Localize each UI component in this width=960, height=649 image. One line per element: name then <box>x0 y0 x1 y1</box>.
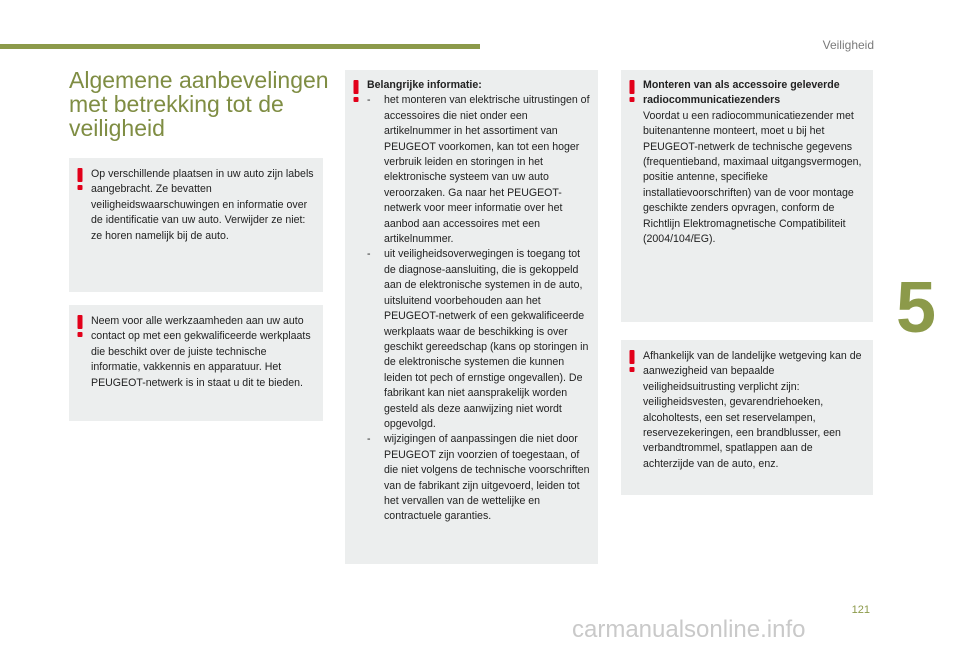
important-info-list <box>367 93 590 524</box>
header-accent-bar <box>0 44 480 49</box>
warning-icon <box>76 168 84 190</box>
safety-equipment-box <box>621 340 873 495</box>
warning-icon <box>76 315 84 337</box>
title-line-2: met betrekking tot de <box>69 91 284 117</box>
warning-icon <box>628 80 636 102</box>
list-item: - wijzigingen of aanpassingen die niet door PEUGEOT zijn voorzien of toegestaan, of die niet volgens de technische voorschriften van de fabrikant zijn uitgevoerd, leiden tot het vervallen van de wettelijke en contractuele garanties. <box>367 432 590 524</box>
important-info-box <box>345 70 598 564</box>
section-label: Veiligheid <box>822 38 874 52</box>
watermark-text: carmanualsonline.info <box>572 616 806 643</box>
page-title <box>69 68 329 140</box>
radio-transmitter-heading: Monteren van als accessoire geleverde radiocommunicatiezenders <box>643 79 840 107</box>
safety-equipment-text: Afhankelijk van de landelijke wetgeving kan de aanwezigheid van bepaalde veiligheidsuitrusting verplicht zijn: veiligheidsvesten, gevarendriehoeken, alcoholtests, een set reservelampen, reservezekeringen, een brandblusser, een verbandtrommel, spatlappen aan de achterzijde van de auto, enz. <box>643 350 862 470</box>
workshop-warning-box <box>69 305 323 421</box>
page-number: 121 <box>851 604 870 616</box>
workshop-warning-text: Neem voor alle werkzaamheden aan uw auto contact op met een gekwalificeerde werkplaats die beschikt over de juiste technische informatie, vakkennis en apparatuur. Het PEUGEOT-netwerk is in staat u dit te bieden. <box>91 315 311 389</box>
chapter-number: 5 <box>895 268 937 348</box>
radio-transmitter-box <box>621 70 873 322</box>
title-line-1: Algemene aanbevelingen <box>69 67 329 93</box>
list-item: - uit veiligheidsoverwegingen is toegang tot de diagnose-aansluiting, die is gekoppeld aan de elektronische systemen in de auto, uitsluitend voorbehouden aan het PEUGEOT-netwerk of een gekwalificeerde werkplaats waar de beschikking is over geschikt gereedschap (kans op storingen in de elektronische systemen die kunnen leiden tot pech of ernstige ongevallen). De fabrikant kan niet aansprakelijk worden gesteld als deze aanwijzing niet wordt opgevolgd. <box>367 247 590 432</box>
labels-warning-box <box>69 158 323 292</box>
title-line-3: veiligheid <box>69 115 165 141</box>
important-info-heading: Belangrijke informatie: <box>367 79 482 91</box>
warning-icon <box>628 350 636 372</box>
list-item: - het monteren van elektrische uitrustingen of accessoires die niet onder een artikelnummer in het assortiment van PEUGEOT voorkomen, kan tot een hoger verbruik leiden en storingen in het elektronische systeem van uw auto veroorzaken. Ga naar het PEUGEOT-netwerk voor meer informatie over het aanbod aan accessoires met een artikelnummer. <box>367 93 590 247</box>
labels-warning-text: Op verschillende plaatsen in uw auto zijn labels aangebracht. Ze bevatten veiligheidswaarschuwingen en informatie over de identificatie van uw auto. Verwijder ze niet: ze horen namelijk bij de auto. <box>91 168 314 242</box>
radio-transmitter-text: Voordat u een radiocommunicatiezender met buitenantenne monteert, moet u bij het PEUGEOT-netwerk de technische gegevens (frequentieband, maximaal uitgangsvermogen, positie antenne, specifieke installatievoorschriften) van de voor montage geschikte zenders opvragen, conform de Richtlijn Elektromagnetische Compatibiliteit (2004/104/EG). <box>643 109 862 246</box>
warning-icon <box>352 80 360 102</box>
